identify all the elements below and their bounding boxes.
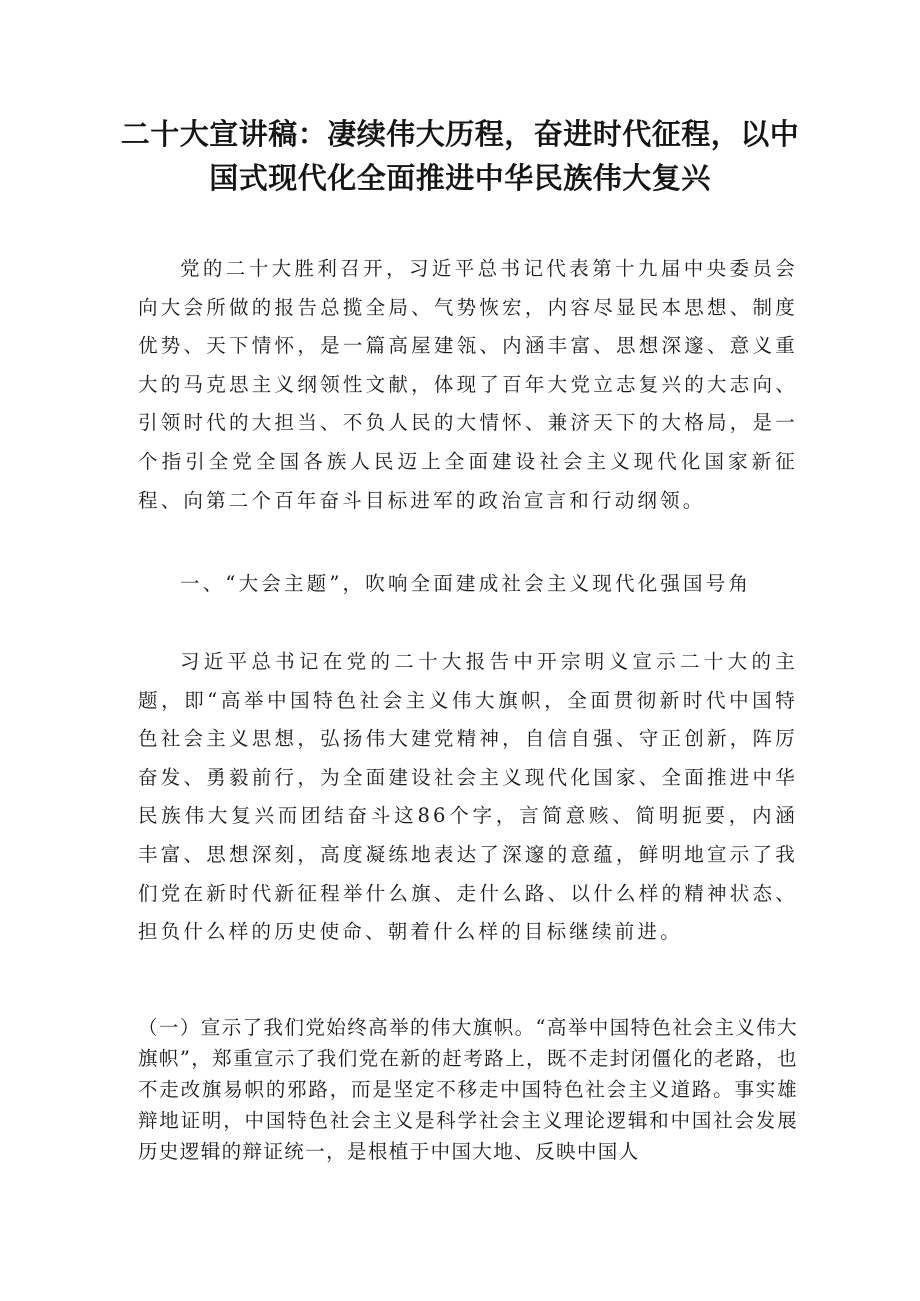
title-line-1: 二十大宣讲稿：凄续伟大历程，奋进时代征程，以中 xyxy=(120,117,800,151)
section-1-paragraph: 习近平总书记在党的二十大报告中开宗明义宣示二十大的主题，即“高举中国特色社会主义伟大旗帜，全面贯彻新时代中国特色社会主义思想，弘扬伟大建党精神，自信自强、守正创新，阵厉奋发、勇毅前行，为全面建设社会主义现代化国家、全面推进中华民族伟大复兴而团结奋斗这86个字，言简意赅、简明扼要，内涵丰富、思想深刻，高度凝练地表达了深邃的意蕴，鲜明地宣示了我们党在新时代新征程举什么旗、走什么路、以什么样的精神状态、担负什么样的历史使命、朝着什么样的目标继续前进。 xyxy=(138,650,798,944)
subsection-1-paragraph: （一）宣示了我们党始终高举的伟大旗帜。“高举中国特色社会主义伟大旗帜”，郑重宣示了我们党在新的赶考路上，既不走封闭僵化的老路，也不走改旗易帜的邪路，而是坚定不移走中国特色社会主义道路。事实雄辩地证明，中国特色社会主义是科学社会主义理论逻辑和中国社会发展历史逻辑的辩证统一，是根植于中国大地、反映中国人 xyxy=(138,1016,798,1163)
document-title xyxy=(110,112,810,200)
title-line-2: 国式现代化全面推进中华民族伟大复兴 xyxy=(209,161,711,195)
section-1-heading: 一、“大会主题”，吹响全面建成社会主义现代化强国号角 xyxy=(180,572,752,595)
intro-paragraph: 党的二十大胜利召开，习近平总书记代表第十九届中央委员会向大会所做的报告总揽全局、气势恢宏，内容尽显民本思想、制度优势、天下情怀，是一篇高屋建瓴、内涵丰富、思想深邃、意义重大的马克思主义纲领性文献，体现了百年大党立志复兴的大志向、引领时代的大担当、不负人民的大情怀、兼济天下的大格局，是一个指引全党全国各族人民迈上全面建设社会主义现代化国家新征程、向第二个百年奋斗目标进军的政治宣言和行动纲领。 xyxy=(138,257,798,512)
